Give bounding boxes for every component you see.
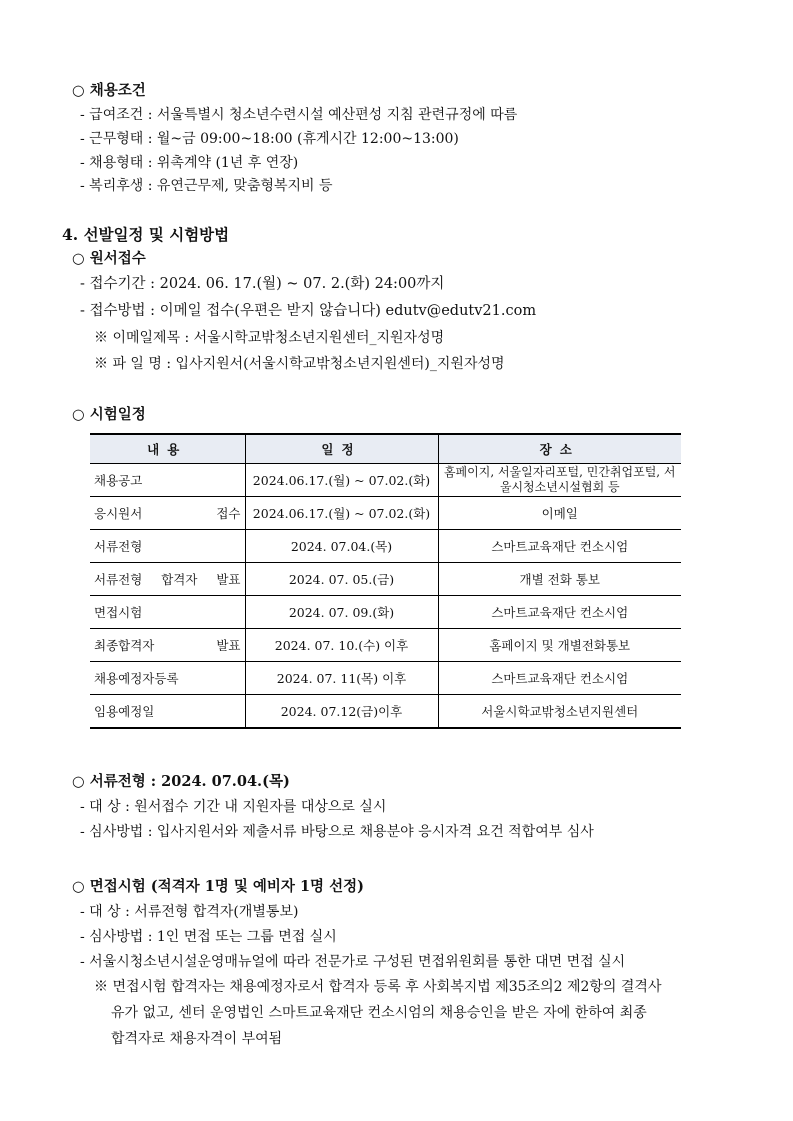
header-place: 장소 xyxy=(438,434,681,464)
application-heading: ○ 원서접수 xyxy=(72,250,146,267)
application-method: - 접수방법 : 이메일 접수(우편은 받지 않습니다) edutv@edutv21.com xyxy=(80,303,537,319)
row-item: 최종합격자 발표 xyxy=(90,629,245,662)
row-item: 서류전형 xyxy=(90,530,245,563)
condition-employment-type: - 채용형태 : 위촉계약 (1년 후 연장) xyxy=(80,155,299,171)
condition-salary: - 급여조건 : 서울특별시 청소년수련시설 예산편성 지침 관련규정에 따름 xyxy=(80,107,518,123)
interview-note-line-1: ※ 면접시험 합격자는 채용예정자로서 합격자 등록 후 사회복지법 제35조의2 제2항의 결격사 xyxy=(94,979,662,995)
table-row xyxy=(90,695,681,729)
row-place: 서울시학교밖청소년지원센터 xyxy=(438,695,681,729)
row-place: 스마트교육재단 컨소시엄 xyxy=(438,530,681,563)
document-screening-heading: ○ 서류전형 : 2024. 07.04.(목) xyxy=(72,773,290,790)
application-note-filename: ※ 파 일 명 : 입사지원서(서울시학교밖청소년지원센터)_지원자성명 xyxy=(94,356,505,372)
interview-note-line-3: 합격자로 채용자격이 부여됨 xyxy=(111,1031,283,1047)
header-content: 내용 xyxy=(90,434,245,464)
table-row xyxy=(90,497,681,530)
schedule-table xyxy=(90,433,681,729)
row-item: 면접시험 xyxy=(90,596,245,629)
row-date: 2024.06.17.(월) ~ 07.02.(화) xyxy=(245,464,438,497)
row-place: 개별 전화 통보 xyxy=(438,563,681,596)
table-row xyxy=(90,596,681,629)
schedule-header-row xyxy=(90,434,681,464)
row-item: 응시원서 접수 xyxy=(90,497,245,530)
table-row xyxy=(90,563,681,596)
row-date: 2024. 07. 10.(수) 이후 xyxy=(245,629,438,662)
application-period: - 접수기간 : 2024. 06. 17.(월) ~ 07. 2.(화) 24:00까지 xyxy=(80,276,445,292)
row-date: 2024. 07.12(금)이후 xyxy=(245,695,438,729)
interview-target: - 대 상 : 서류전형 합격자(개별통보) xyxy=(80,904,299,920)
interview-heading: ○ 면접시험 (적격자 1명 및 예비자 1명 선정) xyxy=(72,878,364,895)
row-item: 채용예정자등록 xyxy=(90,662,245,695)
condition-work-hours: - 근무형태 : 월~금 09:00~18:00 (휴게시간 12:00~13:00) xyxy=(80,131,459,147)
condition-benefits: - 복리후생 : 유연근무제, 맞춤형복지비 등 xyxy=(80,178,333,194)
row-place: 스마트교육재단 컨소시엄 xyxy=(438,596,681,629)
row-item: 채용공고 xyxy=(90,464,245,497)
conditions-heading: ○ 채용조건 xyxy=(72,82,146,99)
table-row xyxy=(90,629,681,662)
table-row xyxy=(90,662,681,695)
interview-note-line-2: 유가 없고, 센터 운영법인 스마트교육재단 컨소시엄의 채용승인을 받은 자에 한하여 최종 xyxy=(111,1005,647,1021)
application-note-subject: ※ 이메일제목 : 서울시학교밖청소년지원센터_지원자성명 xyxy=(94,330,445,346)
row-date: 2024. 07.04.(목) xyxy=(245,530,438,563)
row-date: 2024.06.17.(월) ~ 07.02.(화) xyxy=(245,497,438,530)
row-date: 2024. 07. 05.(금) xyxy=(245,563,438,596)
table-row xyxy=(90,530,681,563)
header-date: 일정 xyxy=(245,434,438,464)
interview-manual: - 서울시청소년시설운영매뉴얼에 따라 전문가로 구성된 면접위원회를 통한 대면 면접 실시 xyxy=(80,954,626,970)
interview-method: - 심사방법 : 1인 면접 또는 그룹 면접 실시 xyxy=(80,929,337,945)
row-item: 서류전형 합격자 발표 xyxy=(90,563,245,596)
schedule-heading: ○ 시험일정 xyxy=(72,406,146,423)
row-date: 2024. 07. 11(목) 이후 xyxy=(245,662,438,695)
row-item: 임용예정일 xyxy=(94,703,155,719)
section-4-heading: 4. 선발일정 및 시험방법 xyxy=(62,225,230,244)
row-place: 홈페이지, 서울일자리포털, 민간취업포털, 서울시청소년시설협회 등 xyxy=(438,464,681,497)
row-date: 2024. 07. 09.(화) xyxy=(245,596,438,629)
document-screening-method: - 심사방법 : 입사지원서와 제출서류 바탕으로 채용분야 응시자격 요건 적합여부 심사 xyxy=(80,824,594,840)
row-place: 스마트교육재단 컨소시엄 xyxy=(438,662,681,695)
row-place: 이메일 xyxy=(438,497,681,530)
row-place: 홈페이지 및 개별전화통보 xyxy=(438,629,681,662)
table-row xyxy=(90,464,681,497)
document-screening-target: - 대 상 : 원서접수 기간 내 지원자를 대상으로 실시 xyxy=(80,799,387,815)
